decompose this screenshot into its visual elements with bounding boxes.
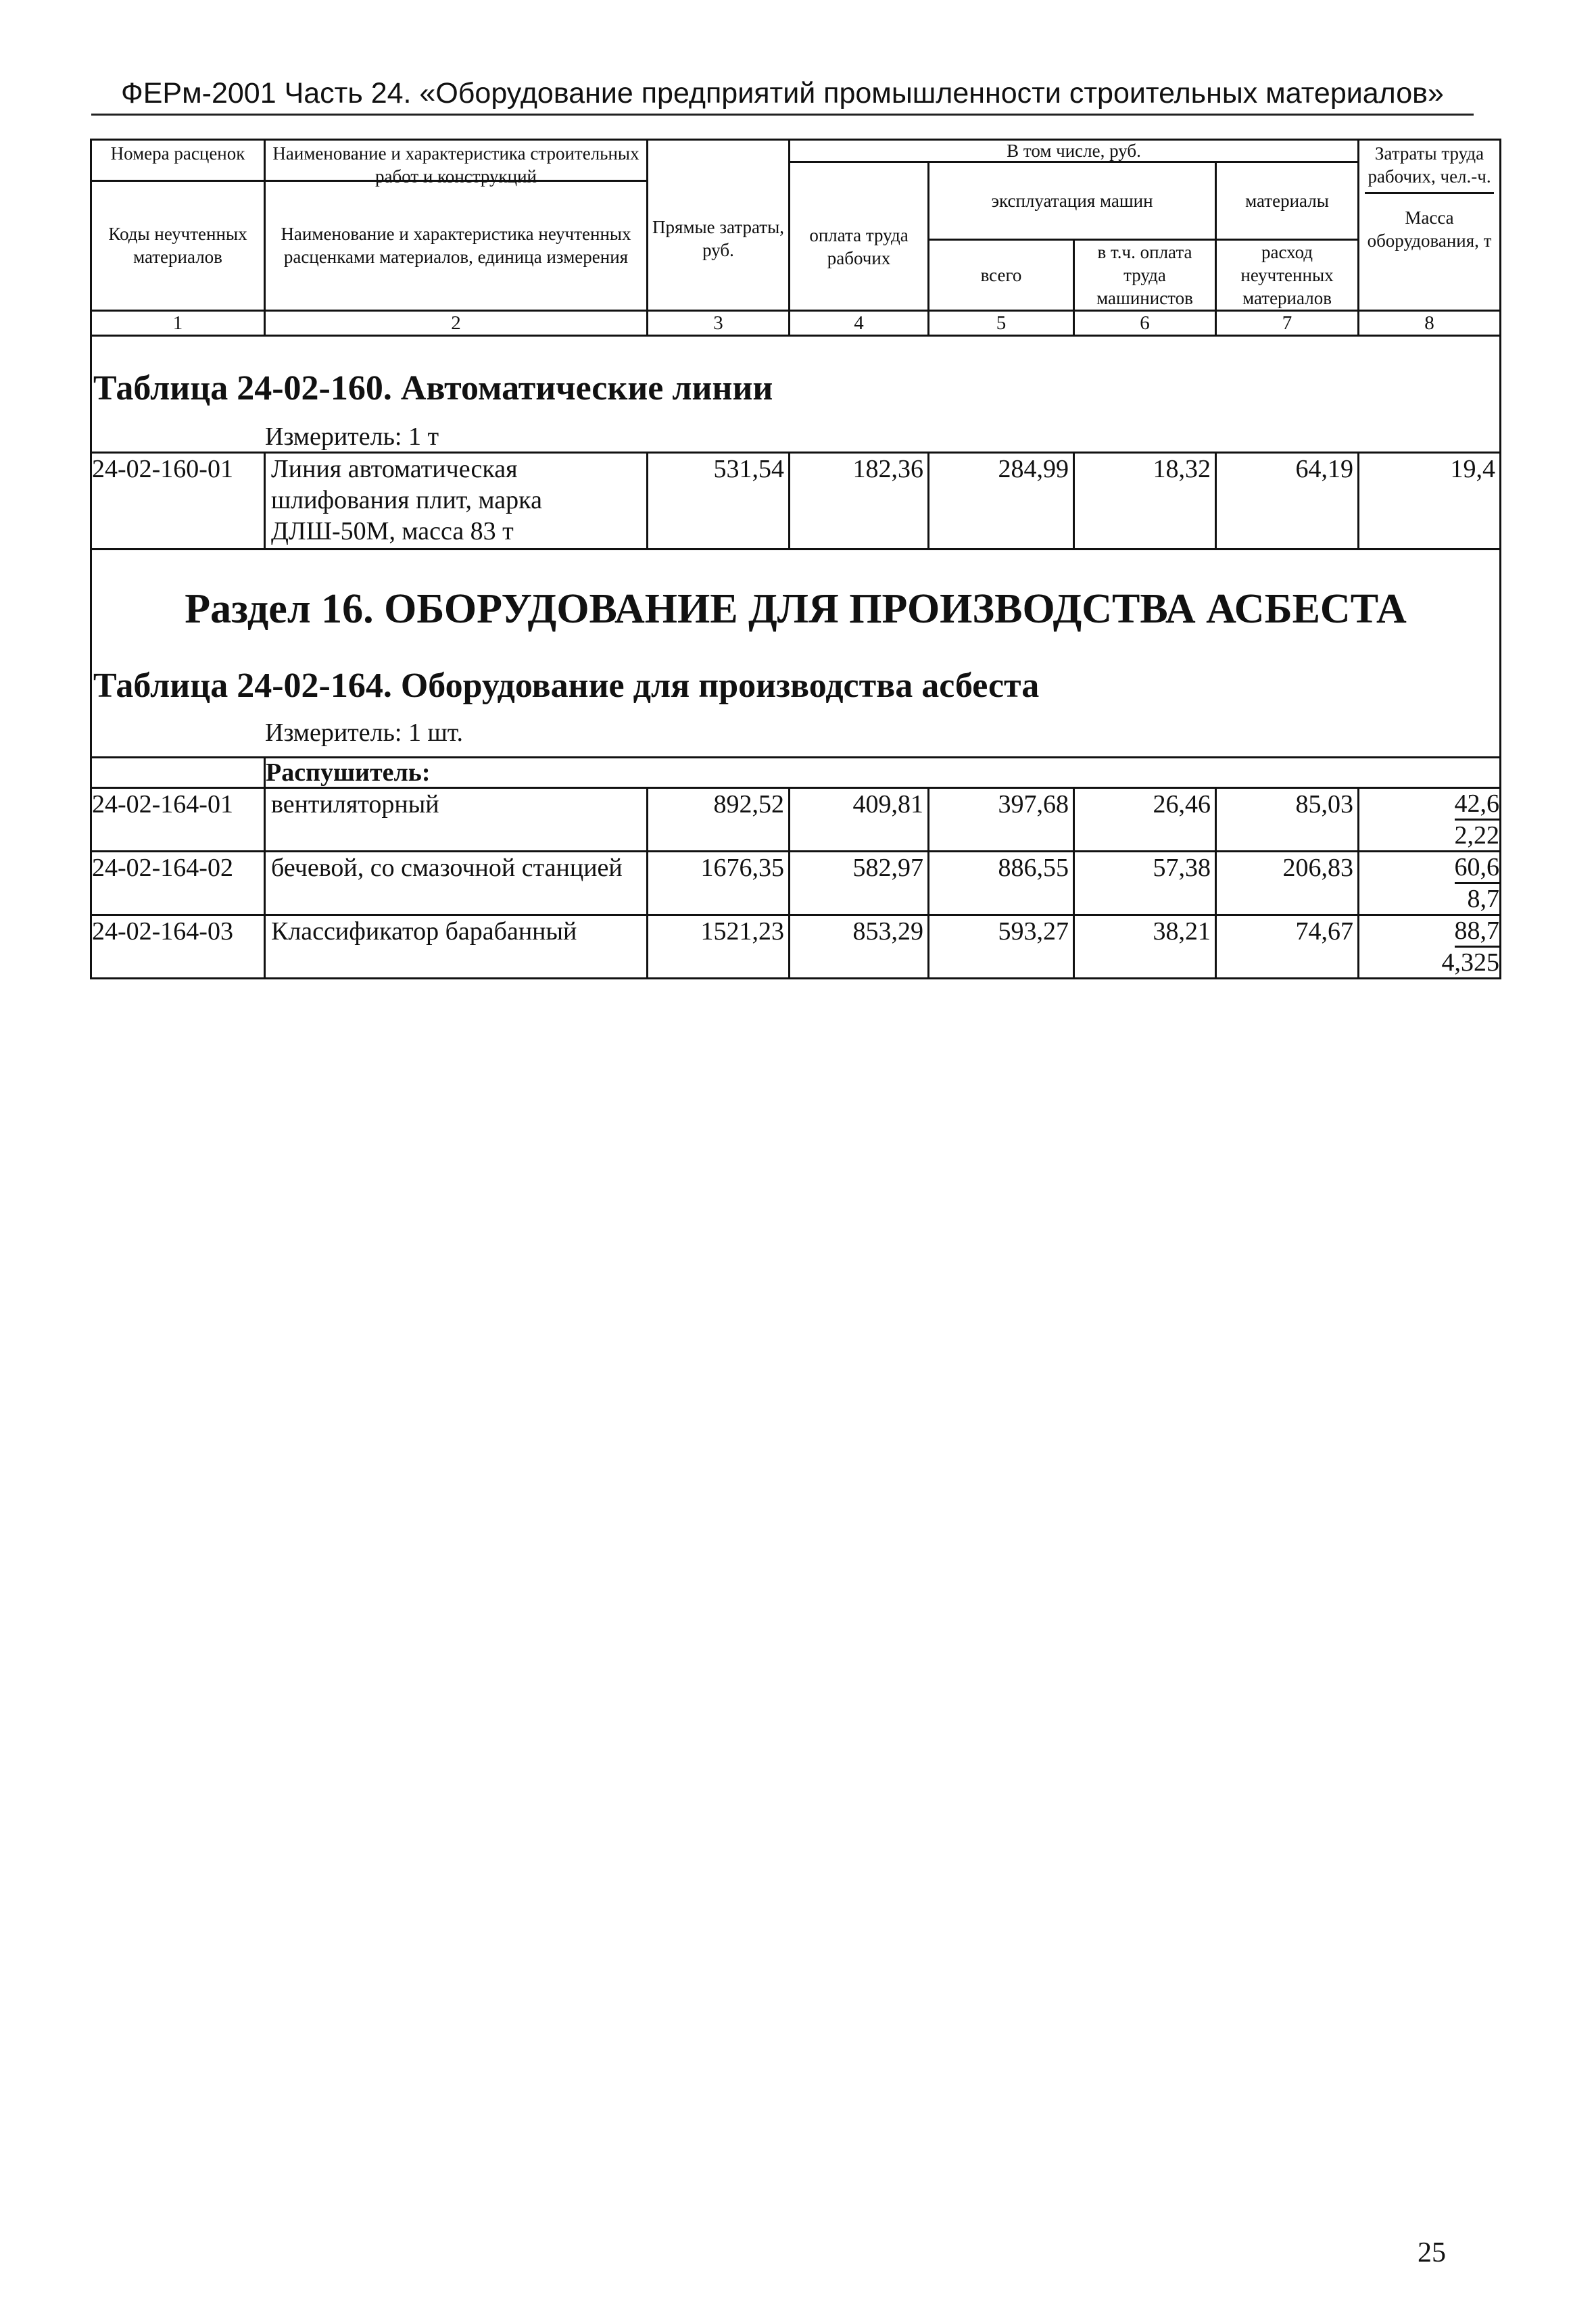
- labor-mass-cell: [1359, 788, 1501, 852]
- machines-total: 886,55: [929, 852, 1074, 915]
- machinist-pay: 26,46: [1074, 788, 1216, 852]
- equipment-mass: 8,7: [1467, 885, 1500, 913]
- header-worker-pay: оплата труда рабочих: [790, 162, 929, 311]
- header-labor-costs: Затраты труда рабочих, чел.-ч.: [1365, 141, 1494, 194]
- machines-total: 593,27: [929, 915, 1074, 979]
- rate-code: 24-02-164-03: [91, 915, 265, 979]
- worker-pay: 582,97: [790, 852, 929, 915]
- table-160-measure: Измеритель: 1 т: [265, 422, 439, 451]
- header-materials-spend: расход неучтенных материалов: [1216, 240, 1359, 311]
- labor-mass-cell: [1359, 915, 1501, 979]
- labor-mass-cell: [1359, 852, 1501, 915]
- table-160-title: Таблица 24-02-160. Автоматические линии: [93, 369, 773, 408]
- direct-costs: 1521,23: [648, 915, 790, 979]
- rate-name: бечевой, со смазочной станцией: [265, 852, 648, 915]
- labor-costs: 60,6: [1455, 852, 1500, 884]
- header-equipment-mass: Масса оборудования, т: [1367, 208, 1492, 251]
- column-numbers-row: [91, 311, 1501, 336]
- header-work-name: Наименование и характеристика строительных работ и конструкций: [266, 141, 646, 182]
- header-col-labor: [1359, 140, 1501, 311]
- header-material-name: Наименование и характеристика неучтенных расценками материалов, единица измерения: [281, 224, 631, 267]
- labor-costs: 42,6: [1455, 789, 1500, 821]
- column-number: 6: [1074, 311, 1216, 336]
- rate-code: 24-02-164-01: [91, 788, 265, 852]
- header-col-names: [265, 140, 648, 311]
- column-number: 7: [1216, 311, 1359, 336]
- materials-cost: 74,67: [1216, 915, 1359, 979]
- header-direct-costs: Прямые затраты, руб.: [648, 140, 790, 311]
- machinist-pay: 18,32: [1074, 453, 1216, 550]
- column-number: 5: [929, 311, 1074, 336]
- worker-pay: 409,81: [790, 788, 929, 852]
- group-label: Распушитель:: [265, 758, 1501, 788]
- table-164-measure: Измеритель: 1 шт.: [265, 718, 463, 747]
- header-including: В том числе, руб.: [790, 140, 1359, 162]
- header-rate-numbers: Номера расценок: [92, 141, 264, 182]
- labor-costs: 19,4: [1359, 453, 1501, 550]
- column-number: 4: [790, 311, 929, 336]
- rate-name: вентиляторный: [265, 788, 648, 852]
- machinist-pay: 57,38: [1074, 852, 1216, 915]
- column-number: 1: [91, 311, 265, 336]
- header-col-codes: [91, 140, 265, 311]
- column-number: 2: [265, 311, 648, 336]
- rates-table: [90, 139, 1501, 979]
- header-materials: материалы: [1216, 162, 1359, 240]
- worker-pay: 853,29: [790, 915, 929, 979]
- table-row: [91, 915, 1501, 979]
- running-header: ФЕРм-2001 Часть 24. «Оборудование предприятий промышленности строительных материалов»: [121, 77, 1444, 109]
- materials-cost: 64,19: [1216, 453, 1359, 550]
- column-number: 8: [1359, 311, 1501, 336]
- group-row: [91, 758, 1501, 788]
- machines-total: 284,99: [929, 453, 1074, 550]
- machinist-pay: 38,21: [1074, 915, 1216, 979]
- rate-name: Линия автоматическая шлифования плит, марка ДЛШ-50М, масса 83 т: [265, 453, 648, 550]
- worker-pay: 182,36: [790, 453, 929, 550]
- header-machines-total: всего: [929, 240, 1074, 311]
- materials-cost: 206,83: [1216, 852, 1359, 915]
- section-caption-row: [91, 550, 1501, 758]
- header-rule: [91, 114, 1474, 116]
- section-title: Раздел 16. ОБОРУДОВАНИЕ ДЛЯ ПРОИЗВОДСТВА АСБЕСТА: [185, 586, 1407, 632]
- rate-code: 24-02-164-02: [91, 852, 265, 915]
- machines-total: 397,68: [929, 788, 1074, 852]
- rate-code: 24-02-160-01: [91, 453, 265, 550]
- table-row: [91, 453, 1501, 550]
- direct-costs: 1676,35: [648, 852, 790, 915]
- column-number: 3: [648, 311, 790, 336]
- equipment-mass: 2,22: [1454, 821, 1500, 850]
- table-row: [91, 788, 1501, 852]
- header-material-codes: Коды неучтенных материалов: [108, 224, 247, 267]
- equipment-mass: 4,325: [1441, 948, 1500, 977]
- header-machinist-pay: в т.ч. оплата труда машинистов: [1074, 240, 1216, 311]
- header-machine-operation: эксплуатация машин: [929, 162, 1216, 240]
- table-row: [91, 852, 1501, 915]
- materials-cost: 85,03: [1216, 788, 1359, 852]
- rate-name: Классификатор барабанный: [265, 915, 648, 979]
- page-number: 25: [1418, 2237, 1446, 2268]
- direct-costs: 531,54: [648, 453, 790, 550]
- direct-costs: 892,52: [648, 788, 790, 852]
- table-header-row-1: [91, 140, 1501, 162]
- labor-costs: 88,7: [1455, 916, 1500, 948]
- table-164-title: Таблица 24-02-164. Оборудование для производства асбеста: [93, 666, 1040, 705]
- table-160-caption-row: [91, 336, 1501, 453]
